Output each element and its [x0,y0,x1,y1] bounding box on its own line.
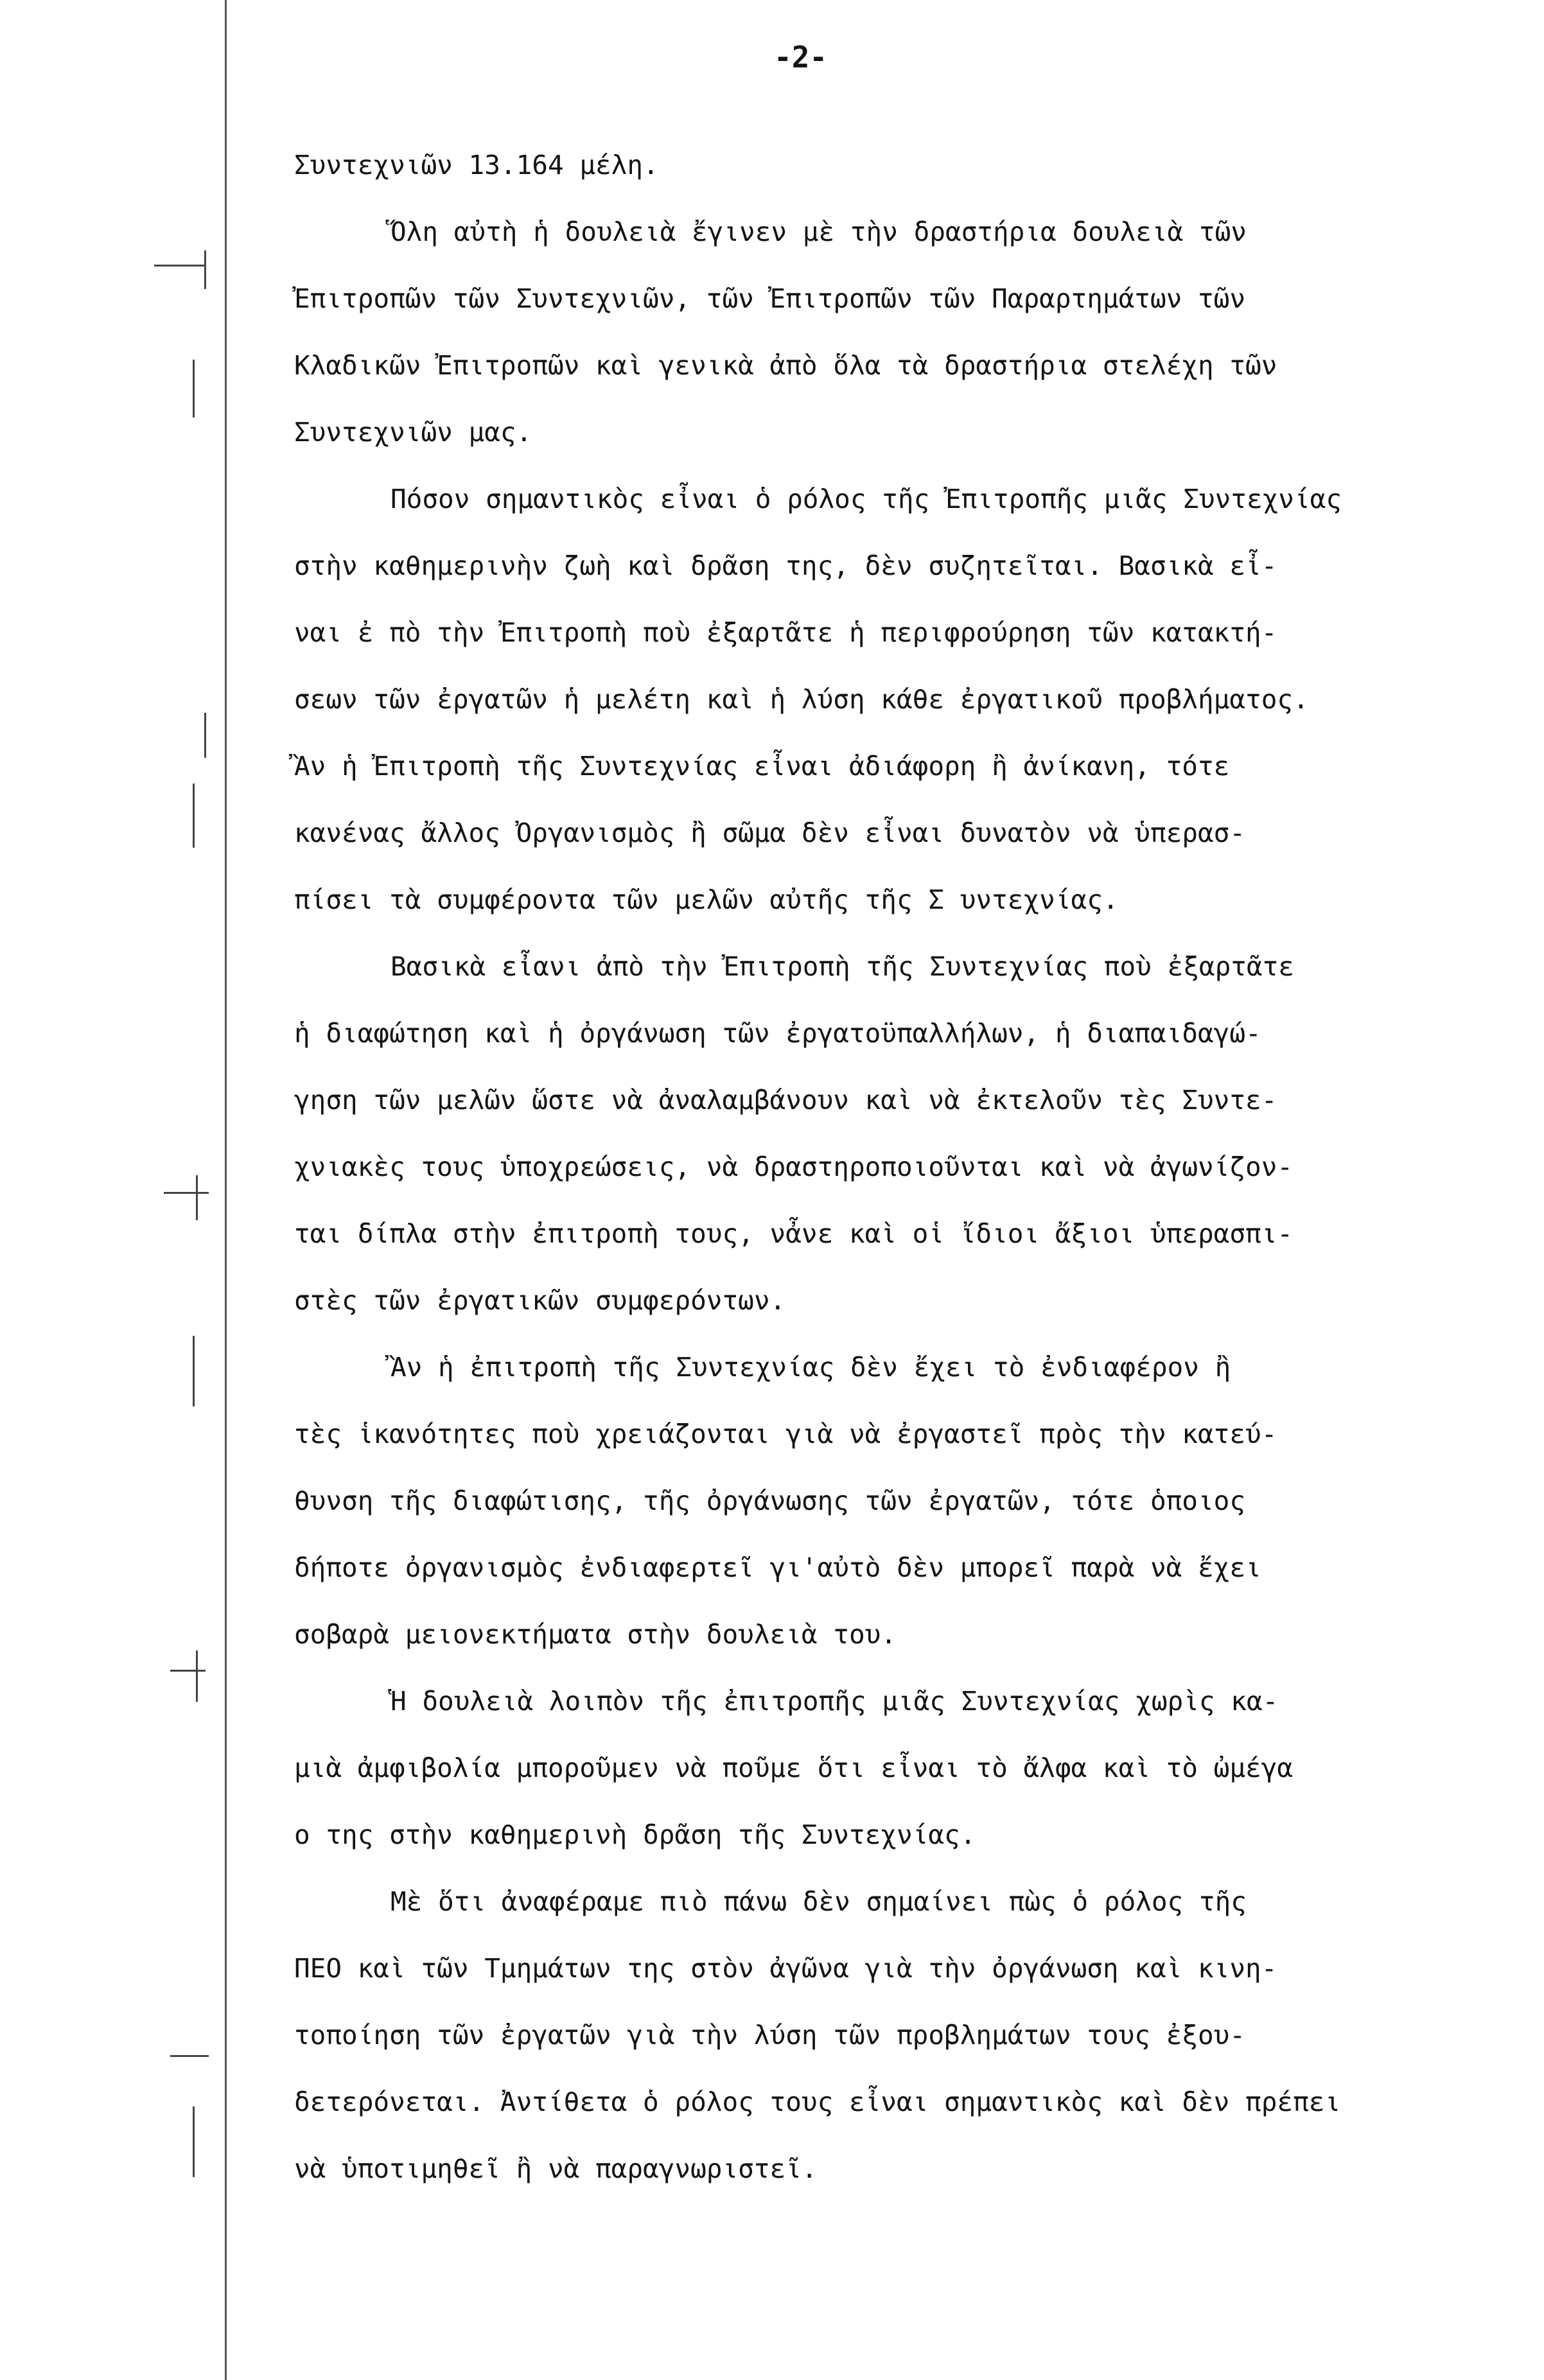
text-line: τοποίηση τῶν ἐργατῶν γιὰ τὴν λύση τῶν προβλημάτων τους ἐξου- [294,2020,1246,2051]
text-line: νὰ ὑποτιμηθεῖ ἢ νὰ παραγνωριστεῖ. [294,2153,818,2184]
margin-mark [170,2055,209,2057]
margin-mark [193,2106,195,2177]
text-line: Βασικὰ εἶανι ἀπὸ τὴν Ἐπιτροπὴ τῆς Συντεχνίας ποὺ ἐξαρτᾶτε [390,951,1294,982]
margin-mark [154,265,206,267]
text-line: σεων τῶν ἐργατῶν ἡ μελέτη καὶ ἡ λύση κάθε ἐργατικοῦ προβλήματος. [294,684,1309,715]
text-line: πίσει τὰ συμφέροντα τῶν μελῶν αὐτῆς τῆς Σ υντεχνίας. [294,884,1119,915]
margin-mark [196,1175,198,1220]
text-line: δήποτε ὀργανισμὸς ἐνδιαφερτεῖ γι'αὐτὸ δὲν μπορεῖ παρὰ νὰ ἔχει [294,1552,1261,1583]
text-line: δετερόνεται. Ἀντίθετα ὁ ρόλος τους εἶναι σημαντικὸς καὶ δὲν πρέπει [294,2087,1341,2117]
text-line: κανένας ἄλλος Ὀργανισμὸς ἢ σῶμα δὲν εἶναι δυνατὸν νὰ ὑπερασ- [294,818,1246,848]
text-line: Ἐπιτροπῶν τῶν Συντεχνιῶν, τῶν Ἐπιτροπῶν τῶν Παραρτημάτων τῶν [294,283,1246,314]
text-line: στὲς τῶν ἐργατικῶν συμφερόντων. [294,1285,786,1316]
text-line: ναι ἐ πὸ τὴν Ἐπιτροπὴ ποὺ ἐξαρτᾶτε ἡ περιφρούρηση τῶν κατακτή- [294,617,1277,648]
text-line: σοβαρὰ μειονεκτήματα στὴν δουλειὰ του. [294,1619,897,1650]
text-line: στὴν καθημερινὴν ζωὴ καὶ δρᾶση της, δὲν συζητεῖται. Βασικὰ εἶ- [294,550,1277,581]
margin-mark [204,713,206,758]
text-line: θυνση τῆς διαφώτισης, τῆς ὀργάνωσης τῶν ἐργατῶν, τότε ὁποιος [294,1485,1246,1516]
text-line: χνιακὲς τους ὑποχρεώσεις, νὰ δραστηροποιοῦνται καὶ νὰ ἀγωνίζον- [294,1151,1294,1182]
text-line: Πόσον σημαντικὸς εἶναι ὁ ρόλος τῆς Ἐπιτροπῆς μιᾶς Συντεχνίας [390,484,1342,514]
text-line: ΠΕΟ καὶ τῶν Τμημάτων της στὸν ἀγῶνα γιὰ τὴν ὀργάνωση καὶ κινη- [294,1953,1277,1984]
left-margin-line [225,0,227,2380]
text-line: Ὅλη αὐτὴ ἡ δουλειὰ ἔγινεν μὲ τὴν δραστήρια δουλειὰ τῶν [390,216,1247,247]
margin-mark [204,250,206,289]
page-number: -2- [774,40,828,74]
margin-mark [193,1336,195,1406]
text-line: ται δίπλα στὴν ἐπιτροπὴ τους, νἆνε καὶ οἱ ἴδιοι ἄξιοι ὑπερασπι- [294,1218,1294,1249]
text-line: Μὲ ὅτι ἀναφέραμε πιὸ πάνω δὲν σημαίνει πὼς ὁ ρόλος τῆς [390,1886,1247,1917]
text-line: Ἡ δουλειὰ λοιπὸν τῆς ἐπιτροπῆς μιᾶς Συντεχνίας χωρὶς κα- [390,1686,1279,1717]
text-line: Συντεχνιῶν 13.164 μέλη. [294,150,659,180]
text-line: τὲς ἱκανότητες ποὺ χρειάζονται γιὰ νὰ ἐργαστεῖ πρὸς τὴν κατεύ- [294,1419,1277,1449]
text-line: Συντεχνιῶν μας. [294,417,532,448]
text-line: Κλαδικῶν Ἐπιτροπῶν καὶ γενικὰ ἀπὸ ὅλα τὰ δραστήρια στελέχη τῶν [294,350,1277,381]
text-line: Ἂν ἡ Ἐπιτροπὴ τῆς Συντεχνίας εἶναι ἀδιάφορη ἢ ἀνίκανη, τότε [294,751,1230,782]
margin-mark [164,1192,209,1194]
text-line: μιὰ ἀμφιβολία μποροῦμεν νὰ ποῦμε ὅτι εἶναι τὸ ἄλφα καὶ τὸ ὠμέγα [294,1753,1294,1783]
text-line: ἡ διαφώτηση καὶ ἡ ὀργάνωση τῶν ἐργατοϋπαλλήλων, ἡ διαπαιδαγώ- [294,1018,1261,1049]
text-line: ο της στὴν καθημερινὴ δρᾶση τῆς Συντεχνίας. [294,1819,976,1850]
margin-mark [193,783,195,848]
margin-mark [196,1650,198,1702]
text-line: γηση τῶν μελῶν ὥστε νὰ ἀναλαμβάνουν καὶ νὰ ἐκτελοῦν τὲς Συντε- [294,1085,1277,1116]
document-body [294,132,1534,2202]
margin-mark [193,360,195,417]
text-line: Ἂν ἡ ἐπιτροπὴ τῆς Συντεχνίας δὲν ἔχει τὸ ἐνδιαφέρον ἢ [390,1352,1231,1383]
margin-mark [170,1670,206,1672]
